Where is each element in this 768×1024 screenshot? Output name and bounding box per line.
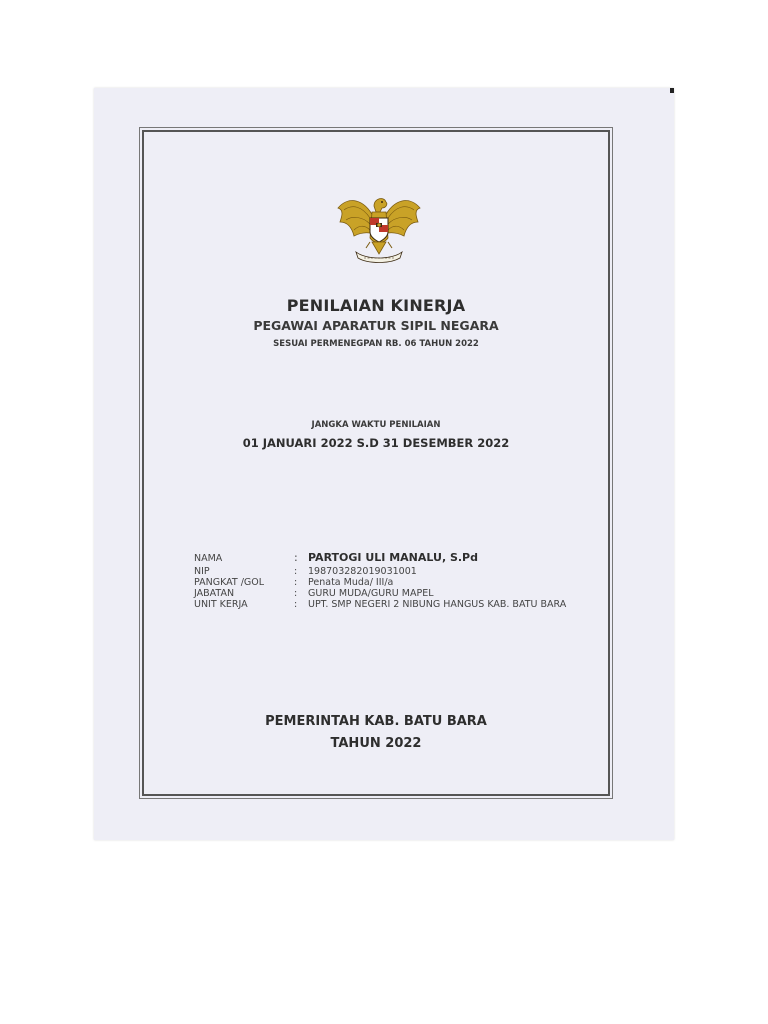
identity-separator: : [294, 599, 298, 610]
identity-row-pangkat [194, 577, 614, 588]
identity-value: Penata Muda/ III/a [308, 577, 394, 588]
identity-block [194, 551, 614, 610]
scanned-page [94, 88, 674, 840]
garuda-pancasila-emblem-icon [334, 188, 424, 268]
identity-row-nama [194, 551, 614, 564]
period-label: JANGKA WAKTU PENILAIAN [311, 420, 441, 430]
identity-row-nip [194, 566, 614, 577]
scan-artifact [670, 88, 674, 93]
document-subtitle: PEGAWAI APARATUR SIPIL NEGARA [253, 318, 499, 333]
identity-value: GURU MUDA/GURU MAPEL [308, 588, 434, 599]
issuer-name: PEMERINTAH KAB. BATU BARA [265, 714, 487, 729]
identity-label: PANGKAT /GOL [194, 577, 265, 588]
identity-value: PARTOGI ULI MANALU, S.Pd [308, 551, 478, 564]
identity-separator: : [294, 566, 298, 577]
identity-label: UNIT KERJA [194, 599, 248, 610]
identity-label: NAMA [194, 553, 223, 564]
identity-value: UPT. SMP NEGERI 2 NIBUNG HANGUS KAB. BATU BARA [308, 599, 567, 610]
issue-year: TAHUN 2022 [330, 736, 422, 751]
identity-label: NIP [194, 566, 210, 577]
document-title: PENILAIAN KINERJA [286, 296, 466, 315]
identity-separator: : [294, 577, 298, 588]
identity-label: JABATAN [194, 588, 235, 599]
identity-separator: : [294, 551, 298, 564]
period-value: 01 JANUARI 2022 S.D 31 DESEMBER 2022 [242, 436, 510, 450]
identity-row-jabatan [194, 588, 614, 599]
identity-separator: : [294, 588, 298, 599]
regulation-reference: SESUAI PERMENEGPAN RB. 06 TAHUN 2022 [273, 339, 479, 349]
identity-row-unit-kerja [194, 599, 614, 610]
identity-value: 198703282019031001 [308, 566, 417, 577]
